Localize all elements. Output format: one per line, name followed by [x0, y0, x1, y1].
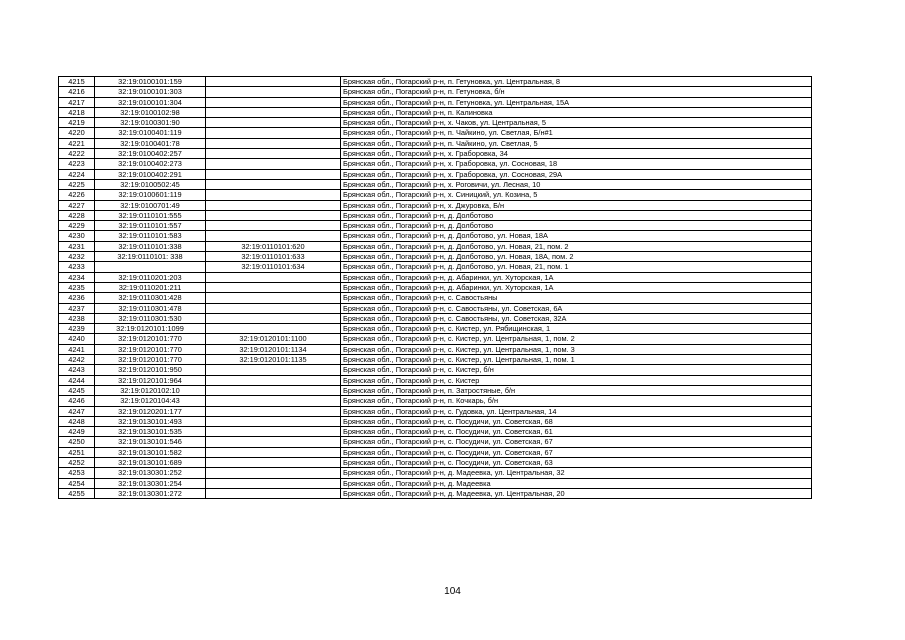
table-row: [59, 200, 812, 210]
address-cell: Брянская обл., Погарский р-н, с. Посудичи, ул. Советская, 68: [341, 416, 812, 426]
cadastral-number-cell: 32:19:0130101:582: [95, 447, 206, 457]
cadastral-number-cell: 32:19:0110301:530: [95, 313, 206, 323]
address-cell: Брянская обл., Погарский р-н, х. Граборовка, ул. Сосновая, 29А: [341, 169, 812, 179]
room-cadastral-number-cell: [206, 179, 341, 189]
address-cell: Брянская обл., Погарский р-н, д. Долботово, ул. Новая, 21, пом. 1: [341, 262, 812, 272]
room-cadastral-number-cell: [206, 427, 341, 437]
room-cadastral-number-cell: 32:19:0110101:633: [206, 252, 341, 262]
table-row: [59, 344, 812, 354]
table-row: [59, 293, 812, 303]
room-cadastral-number-cell: [206, 282, 341, 292]
cadastral-number-cell: 32:19:0120101:770: [95, 344, 206, 354]
table-row: [59, 231, 812, 241]
cadastral-number-cell: 32:19:0110301:478: [95, 303, 206, 313]
row-number-cell: 4250: [59, 437, 95, 447]
table-row: [59, 355, 812, 365]
table-row: [59, 324, 812, 334]
cadastral-number-cell: 32:19:0130301:272: [95, 488, 206, 498]
cadastral-number-cell: 32:19:0100402:257: [95, 149, 206, 159]
row-number-cell: 4225: [59, 179, 95, 189]
row-number-cell: 4242: [59, 355, 95, 365]
row-number-cell: 4223: [59, 159, 95, 169]
row-number-cell: 4220: [59, 128, 95, 138]
cadastral-number-cell: 32:19:0130101:689: [95, 457, 206, 467]
cadastral-number-cell: 32:19:0110101:555: [95, 210, 206, 220]
cadastral-number-cell: 32:19:0100402:273: [95, 159, 206, 169]
room-cadastral-number-cell: 32:19:0120101:1135: [206, 355, 341, 365]
cadastral-number-cell: [95, 262, 206, 272]
room-cadastral-number-cell: [206, 365, 341, 375]
table-row: [59, 437, 812, 447]
room-cadastral-number-cell: [206, 293, 341, 303]
address-cell: Брянская обл., Погарский р-н, с. Савостьяны: [341, 293, 812, 303]
cadastral-number-cell: 32:19:0130301:252: [95, 468, 206, 478]
address-cell: Брянская обл., Погарский р-н, х. Граборовка, 34: [341, 149, 812, 159]
cadastral-number-cell: 32:19:0120101:964: [95, 375, 206, 385]
room-cadastral-number-cell: [206, 77, 341, 87]
room-cadastral-number-cell: [206, 221, 341, 231]
room-cadastral-number-cell: [206, 200, 341, 210]
cadastral-number-cell: 32:19:0110101:583: [95, 231, 206, 241]
room-cadastral-number-cell: [206, 231, 341, 241]
row-number-cell: 4245: [59, 385, 95, 395]
cadastral-number-cell: 32:19:0100102:98: [95, 107, 206, 117]
room-cadastral-number-cell: [206, 149, 341, 159]
address-cell: Брянская обл., Погарский р-н, с. Савостьяны, ул. Советская, 32А: [341, 313, 812, 323]
cadastral-number-cell: 32:19:0120102:10: [95, 385, 206, 395]
room-cadastral-number-cell: [206, 107, 341, 117]
room-cadastral-number-cell: [206, 406, 341, 416]
room-cadastral-number-cell: [206, 190, 341, 200]
address-cell: Брянская обл., Погарский р-н, с. Кистер, ул. Центральная, 1, пом. 1: [341, 355, 812, 365]
cadastral-number-cell: 32:19:0120101:950: [95, 365, 206, 375]
address-cell: Брянская обл., Погарский р-н, х. Граборовка, ул. Сосновая, 18: [341, 159, 812, 169]
cadastral-number-cell: 32:19:0110101:557: [95, 221, 206, 231]
table-row: [59, 468, 812, 478]
cadastral-number-cell: 32:19:0100301:90: [95, 118, 206, 128]
room-cadastral-number-cell: [206, 128, 341, 138]
row-number-cell: 4234: [59, 272, 95, 282]
address-cell: Брянская обл., Погарский р-н, д. Мадеевка, ул. Центральная, 20: [341, 488, 812, 498]
address-cell: Брянская обл., Погарский р-н, с. Кистер: [341, 375, 812, 385]
address-cell: Брянская обл., Погарский р-н, с. Савостьяны, ул. Советская, 6А: [341, 303, 812, 313]
row-number-cell: 4248: [59, 416, 95, 426]
row-number-cell: 4216: [59, 87, 95, 97]
room-cadastral-number-cell: 32:19:0120101:1134: [206, 344, 341, 354]
table-row: [59, 427, 812, 437]
cadastral-number-cell: 32:19:0100101:303: [95, 87, 206, 97]
cadastral-number-cell: 32:19:0130301:254: [95, 478, 206, 488]
row-number-cell: 4254: [59, 478, 95, 488]
table-row: [59, 396, 812, 406]
cadastral-number-cell: 32:19:0100101:159: [95, 77, 206, 87]
address-cell: Брянская обл., Погарский р-н, х. Джуровка, Б/н: [341, 200, 812, 210]
table-row: [59, 365, 812, 375]
cadastral-number-cell: 32:19:0100701:49: [95, 200, 206, 210]
cadastral-number-cell: 32:19:0100402:291: [95, 169, 206, 179]
row-number-cell: 4244: [59, 375, 95, 385]
room-cadastral-number-cell: [206, 97, 341, 107]
row-number-cell: 4229: [59, 221, 95, 231]
cadastral-number-cell: 32:19:0120104:43: [95, 396, 206, 406]
row-number-cell: 4226: [59, 190, 95, 200]
room-cadastral-number-cell: 32:19:0110101:634: [206, 262, 341, 272]
table-row: [59, 87, 812, 97]
address-cell: Брянская обл., Погарский р-н, п. Чайкино, ул. Светлая, 5: [341, 138, 812, 148]
room-cadastral-number-cell: [206, 478, 341, 488]
table-row: [59, 272, 812, 282]
cadastral-number-cell: 32:19:0120101:770: [95, 355, 206, 365]
cadastral-number-cell: 32:19:0100401:119: [95, 128, 206, 138]
cadastral-number-cell: 32:19:0110301:428: [95, 293, 206, 303]
room-cadastral-number-cell: 32:19:0120101:1100: [206, 334, 341, 344]
room-cadastral-number-cell: [206, 303, 341, 313]
table-row: [59, 159, 812, 169]
address-cell: Брянская обл., Погарский р-н, п. Кочкарь, б/н: [341, 396, 812, 406]
row-number-cell: 4215: [59, 77, 95, 87]
room-cadastral-number-cell: [206, 87, 341, 97]
row-number-cell: 4232: [59, 252, 95, 262]
room-cadastral-number-cell: [206, 447, 341, 457]
address-cell: Брянская обл., Погарский р-н, п. Чайкино, ул. Светлая, Б/н#1: [341, 128, 812, 138]
table-row: [59, 149, 812, 159]
room-cadastral-number-cell: [206, 416, 341, 426]
row-number-cell: 4218: [59, 107, 95, 117]
row-number-cell: 4255: [59, 488, 95, 498]
table-row: [59, 241, 812, 251]
row-number-cell: 4246: [59, 396, 95, 406]
table-row: [59, 282, 812, 292]
table-row: [59, 262, 812, 272]
row-number-cell: 4217: [59, 97, 95, 107]
table-row: [59, 385, 812, 395]
cadastral-number-cell: 32:19:0120201:177: [95, 406, 206, 416]
room-cadastral-number-cell: [206, 437, 341, 447]
address-cell: Брянская обл., Погарский р-н, д. Долботово, ул. Новая, 21, пом. 2: [341, 241, 812, 251]
address-cell: Брянская обл., Погарский р-н, д. Долботово: [341, 221, 812, 231]
address-cell: Брянская обл., Погарский р-н, п. Гетуновка, ул. Центральная, 15А: [341, 97, 812, 107]
cadastral-number-cell: 32:19:0100601:119: [95, 190, 206, 200]
table-row: [59, 334, 812, 344]
room-cadastral-number-cell: [206, 385, 341, 395]
address-cell: Брянская обл., Погарский р-н, д. Мадеевка: [341, 478, 812, 488]
table-row: [59, 77, 812, 87]
cadastral-number-cell: 32:19:0130101:535: [95, 427, 206, 437]
records-table-body: [59, 77, 812, 499]
table-row: [59, 210, 812, 220]
table-row: [59, 252, 812, 262]
table-row: [59, 447, 812, 457]
row-number-cell: 4253: [59, 468, 95, 478]
address-cell: Брянская обл., Погарский р-н, д. Мадеевка, ул. Центральная, 32: [341, 468, 812, 478]
address-cell: Брянская обл., Погарский р-н, с. Кистер, б/н: [341, 365, 812, 375]
address-cell: Брянская обл., Погарский р-н, х. Роговичи, ул. Лесная, 10: [341, 179, 812, 189]
address-cell: Брянская обл., Погарский р-н, д. Долботово, ул. Новая, 18А, пом. 2: [341, 252, 812, 262]
table-row: [59, 375, 812, 385]
row-number-cell: 4240: [59, 334, 95, 344]
table-row: [59, 107, 812, 117]
room-cadastral-number-cell: [206, 272, 341, 282]
row-number-cell: 4221: [59, 138, 95, 148]
address-cell: Брянская обл., Погарский р-н, с. Посудичи, ул. Советская, 63: [341, 457, 812, 467]
row-number-cell: 4224: [59, 169, 95, 179]
table-row: [59, 138, 812, 148]
row-number-cell: 4239: [59, 324, 95, 334]
table-row: [59, 179, 812, 189]
cadastral-number-cell: 32:19:0130101:546: [95, 437, 206, 447]
row-number-cell: 4235: [59, 282, 95, 292]
address-cell: Брянская обл., Погарский р-н, с. Посудичи, ул. Советская, 67: [341, 437, 812, 447]
table-row: [59, 190, 812, 200]
address-cell: Брянская обл., Погарский р-н, п. Гетуновка, б/н: [341, 87, 812, 97]
address-cell: Брянская обл., Погарский р-н, х. Чаков, ул. Центральная, 5: [341, 118, 812, 128]
row-number-cell: 4222: [59, 149, 95, 159]
cadastral-number-cell: 32:19:0110101: 338: [95, 252, 206, 262]
row-number-cell: 4227: [59, 200, 95, 210]
room-cadastral-number-cell: [206, 468, 341, 478]
table-row: [59, 221, 812, 231]
address-cell: Брянская обл., Погарский р-н, п. Калиновка: [341, 107, 812, 117]
cadastral-number-cell: 32:19:0130101:493: [95, 416, 206, 426]
cadastral-number-cell: 32:19:0100502:45: [95, 179, 206, 189]
table-row: [59, 128, 812, 138]
row-number-cell: 4230: [59, 231, 95, 241]
address-cell: Брянская обл., Погарский р-н, с. Кистер, ул. Центральная, 1, пом. 3: [341, 344, 812, 354]
address-cell: Брянская обл., Погарский р-н, с. Посудичи, ул. Советская, 61: [341, 427, 812, 437]
table-row: [59, 169, 812, 179]
address-cell: Брянская обл., Погарский р-н, с. Кистер, ул. Центральная, 1, пом. 2: [341, 334, 812, 344]
row-number-cell: 4249: [59, 427, 95, 437]
room-cadastral-number-cell: [206, 169, 341, 179]
table-row: [59, 97, 812, 107]
table-row: [59, 457, 812, 467]
room-cadastral-number-cell: [206, 488, 341, 498]
row-number-cell: 4241: [59, 344, 95, 354]
row-number-cell: 4219: [59, 118, 95, 128]
room-cadastral-number-cell: [206, 118, 341, 128]
row-number-cell: 4237: [59, 303, 95, 313]
room-cadastral-number-cell: [206, 138, 341, 148]
address-cell: Брянская обл., Погарский р-н, п. Гетуновка, ул. Центральная, 8: [341, 77, 812, 87]
address-cell: Брянская обл., Погарский р-н, д. Долботово: [341, 210, 812, 220]
row-number-cell: 4233: [59, 262, 95, 272]
table-row: [59, 488, 812, 498]
records-table: [58, 76, 812, 499]
table-row: [59, 313, 812, 323]
room-cadastral-number-cell: 32:19:0110101:620: [206, 241, 341, 251]
table-row: [59, 416, 812, 426]
address-cell: Брянская обл., Погарский р-н, д. Абаринки, ул. Хуторская, 1А: [341, 272, 812, 282]
row-number-cell: 4236: [59, 293, 95, 303]
room-cadastral-number-cell: [206, 313, 341, 323]
cadastral-number-cell: 32:19:0100401:78: [95, 138, 206, 148]
table-row: [59, 118, 812, 128]
table-row: [59, 303, 812, 313]
cadastral-number-cell: 32:19:0110201:211: [95, 282, 206, 292]
table-row: [59, 478, 812, 488]
address-cell: Брянская обл., Погарский р-н, с. Посудичи, ул. Советская, 67: [341, 447, 812, 457]
room-cadastral-number-cell: [206, 159, 341, 169]
room-cadastral-number-cell: [206, 396, 341, 406]
cadastral-number-cell: 32:19:0100101:304: [95, 97, 206, 107]
row-number-cell: 4238: [59, 313, 95, 323]
row-number-cell: 4243: [59, 365, 95, 375]
room-cadastral-number-cell: [206, 324, 341, 334]
row-number-cell: 4231: [59, 241, 95, 251]
address-cell: Брянская обл., Погарский р-н, д. Долботово, ул. Новая, 18А: [341, 231, 812, 241]
cadastral-number-cell: 32:19:0110101:338: [95, 241, 206, 251]
table-row: [59, 406, 812, 416]
address-cell: Брянская обл., Погарский р-н, д. Абаринки, ул. Хуторская, 1А: [341, 282, 812, 292]
room-cadastral-number-cell: [206, 375, 341, 385]
row-number-cell: 4252: [59, 457, 95, 467]
cadastral-number-cell: 32:19:0120101:1099: [95, 324, 206, 334]
address-cell: Брянская обл., Погарский р-н, с. Гудовка, ул. Центральная, 14: [341, 406, 812, 416]
room-cadastral-number-cell: [206, 210, 341, 220]
row-number-cell: 4247: [59, 406, 95, 416]
address-cell: Брянская обл., Погарский р-н, х. Синицкий, ул. Козина, 5: [341, 190, 812, 200]
row-number-cell: 4228: [59, 210, 95, 220]
address-cell: Брянская обл., Погарский р-н, с. Кистер, ул. Рябищинская, 1: [341, 324, 812, 334]
room-cadastral-number-cell: [206, 457, 341, 467]
cadastral-number-cell: 32:19:0120101:770: [95, 334, 206, 344]
page-number: 104: [444, 586, 461, 597]
cadastral-number-cell: 32:19:0110201:203: [95, 272, 206, 282]
address-cell: Брянская обл., Погарский р-н, п. Затростяные, б/н: [341, 385, 812, 395]
row-number-cell: 4251: [59, 447, 95, 457]
